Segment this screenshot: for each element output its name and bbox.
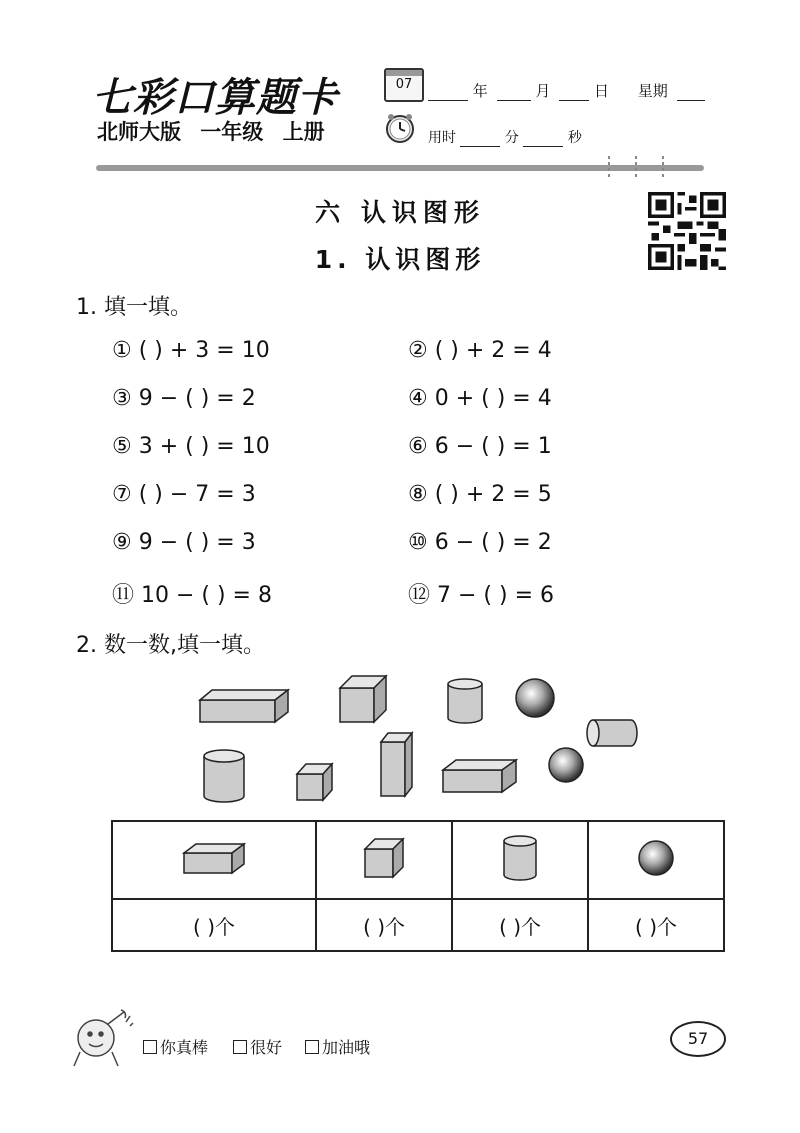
day-label: 日	[593, 82, 609, 100]
cylinder-shape	[204, 750, 244, 802]
minute-label: 分	[504, 130, 519, 146]
day-blank[interactable]	[559, 84, 589, 101]
rating-option-good[interactable]: 很好	[233, 1035, 282, 1058]
alarm-clock-icon	[384, 112, 416, 144]
cuboid-shape	[381, 733, 412, 796]
header-divider	[96, 165, 704, 171]
weekday-label: 星期	[637, 82, 668, 100]
month-label: 月	[535, 82, 551, 100]
equation-item[interactable]: ⑤ 3 + ( ) = 10	[112, 434, 270, 459]
cube-shape	[340, 676, 386, 722]
mascot-illustration	[66, 1004, 136, 1074]
question-2-title: 2. 数一数,填一填。	[76, 633, 265, 658]
equation-item[interactable]: ⑫ 7 − ( ) = 6	[408, 583, 554, 608]
lesson-title: 1. 认识图形	[314, 245, 486, 274]
equation-item[interactable]: ④ 0 + ( ) = 4	[408, 386, 552, 411]
month-blank[interactable]	[497, 84, 531, 101]
cube-count-cell[interactable]: ( )个	[316, 899, 452, 951]
calendar-icon	[384, 68, 424, 102]
equation-item[interactable]: ⑪ 10 − ( ) = 8	[112, 583, 272, 608]
checkbox-icon[interactable]	[143, 1040, 157, 1054]
shapes-illustration	[180, 670, 680, 810]
second-label: 秒	[567, 130, 582, 146]
year-label: 年	[472, 82, 488, 100]
cube-column-header	[316, 821, 452, 899]
unit-title: 六 认识图形	[315, 198, 485, 227]
equation-item[interactable]: ⑦ ( ) − 7 = 3	[112, 482, 256, 507]
equation-item[interactable]: ② ( ) + 2 = 4	[408, 338, 552, 363]
minute-blank[interactable]	[460, 130, 500, 147]
time-fields	[428, 127, 582, 147]
equation-item[interactable]: ⑥ 6 − ( ) = 1	[408, 434, 552, 459]
checkbox-icon[interactable]	[233, 1040, 247, 1054]
cylinder-column-header	[452, 821, 588, 899]
cube-icon	[363, 837, 405, 879]
divider-ornament	[660, 156, 666, 180]
checkbox-icon[interactable]	[305, 1040, 319, 1054]
equation-item[interactable]: ⑧ ( ) + 2 = 5	[408, 482, 552, 507]
equation-item[interactable]: ⑩ 6 − ( ) = 2	[408, 530, 552, 555]
year-blank[interactable]	[428, 84, 468, 101]
cylinder-count-cell[interactable]: ( )个	[452, 899, 588, 951]
rating-option-keep-going[interactable]: 加油哦	[305, 1035, 370, 1058]
sphere-count-cell[interactable]: ( )个	[588, 899, 724, 951]
brand-title: 七彩口算题卡	[92, 74, 338, 121]
cuboid-count-cell[interactable]: ( )个	[112, 899, 316, 951]
date-fields	[428, 80, 705, 101]
cuboid-column-header	[112, 821, 316, 899]
cylinder-shape	[448, 679, 482, 723]
cube-shape	[297, 764, 332, 800]
weekday-blank[interactable]	[677, 84, 705, 101]
cylinder-shape	[587, 720, 637, 746]
edition-label: 北师大版 一年级 上册	[97, 120, 325, 144]
equation-item[interactable]: ③ 9 − ( ) = 2	[112, 386, 256, 411]
divider-ornament	[606, 156, 612, 180]
shape-count-table	[111, 820, 725, 952]
page-number: 57	[670, 1021, 726, 1057]
question-1-title: 1. 填一填。	[76, 295, 192, 320]
sphere-shape	[516, 679, 554, 717]
equation-item[interactable]: ⑨ 9 − ( ) = 3	[112, 530, 256, 555]
time-used-label: 用时	[428, 130, 456, 146]
sphere-column-header	[588, 821, 724, 899]
equation-item[interactable]: ① ( ) + 3 = 10	[112, 338, 270, 363]
divider-ornament	[633, 156, 639, 180]
rating-option-great[interactable]: 你真棒	[143, 1035, 208, 1058]
calendar-day: 07	[395, 77, 413, 92]
sphere-shape	[549, 748, 583, 782]
sphere-icon	[636, 838, 676, 878]
cuboid-icon	[182, 841, 246, 875]
cuboid-shape	[443, 760, 516, 792]
cuboid-shape	[200, 690, 288, 722]
second-blank[interactable]	[523, 130, 563, 147]
cylinder-icon	[500, 834, 540, 882]
